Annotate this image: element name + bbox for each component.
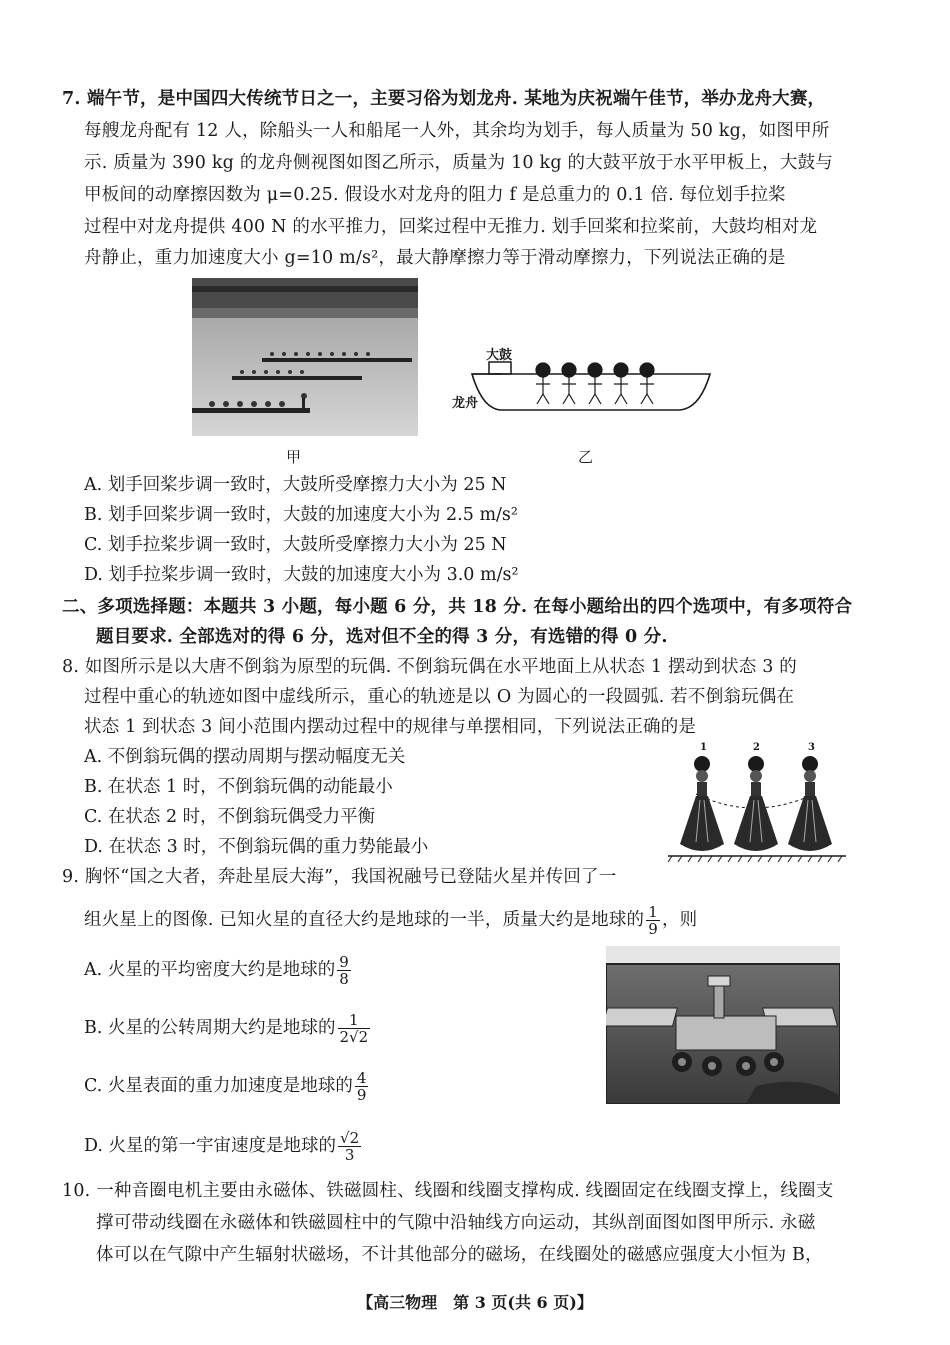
- q9-option-a-fraction: [337, 954, 351, 987]
- q7-option-c: C. 划手拉桨步调一致时，大鼓所受摩擦力大小为 25 N: [84, 535, 507, 555]
- q7-line-5: 过程中对龙舟提供 400 N 的水平推力，回桨过程中无推力. 划手回桨和拉桨前，大鼓均相对龙: [84, 217, 818, 237]
- section2-heading-line-1: 二、多项选择题：本题共 3 小题，每小题 6 分，共 18 分. 在每小题给出的四个选项中，有多项符合: [62, 597, 853, 617]
- q9-fraction-mass: [646, 904, 660, 937]
- q9-line-1: 9. 胸怀“国之大者，奔赴星辰大海”，我国祝融号已登陆火星并传回了一: [62, 867, 617, 887]
- q7-option-b: B. 划手回桨步调一致时，大鼓的加速度大小为 2.5 m/s²: [84, 505, 518, 525]
- q9-option-b-fraction: [338, 1012, 371, 1045]
- tumbler-doll-figure: [668, 742, 846, 868]
- q10-line-1: 10. 一种音圈电机主要由永磁体、铁磁圆柱、线圈和线圈支撑构成. 线圈固定在线圈支撑上，线圈支: [62, 1181, 834, 1201]
- q9-line-2-end: ，则: [661, 910, 698, 930]
- fraction-denominator: 9: [648, 920, 658, 938]
- q7-line-3: 示. 质量为 390 kg 的龙舟侧视图如图乙所示，质量为 10 kg 的大鼓平放于水平甲板上，大鼓与: [84, 153, 833, 173]
- fraction-denominator: 8: [339, 970, 349, 988]
- q9-option-c-fraction: [355, 1070, 369, 1103]
- drum-label: 大鼓: [486, 348, 513, 363]
- fraction-numerator: 4: [356, 1069, 367, 1087]
- q8-option-d: D. 在状态 3 时，不倒翁玩偶的重力势能最小: [84, 837, 429, 857]
- q7-option-d: D. 划手拉桨步调一致时，大鼓的加速度大小为 3.0 m/s²: [84, 565, 519, 585]
- fraction-numerator: 9: [339, 953, 349, 971]
- q7-line-1: 7. 端午节，是中国四大传统节日之一，主要习俗为划龙舟. 某地为庆祝端午佳节，举办龙舟大赛，: [62, 89, 826, 109]
- q9-option-a: [84, 954, 353, 987]
- figure-caption-yi: 乙: [578, 448, 594, 466]
- q7-line-2: 每艘龙舟配有 12 人，除船头一人和船尾一人外，其余均为划手，每人质量为 50 kg，如图甲所: [84, 121, 830, 141]
- q9-option-b: [84, 1012, 372, 1045]
- figure-caption-jia: 甲: [286, 448, 302, 466]
- q9-option-c-text: C. 火星表面的重力加速度是地球的: [84, 1076, 353, 1096]
- q10-line-2: 撑可带动线圈在永磁体和铁磁圆柱中的气隙中沿轴线方向运动，其纵剖面图如图甲所示. 永磁: [96, 1213, 816, 1233]
- boat-label: 龙舟: [452, 396, 479, 411]
- q9-option-d-fraction: [338, 1130, 361, 1163]
- center-o-label: O: [760, 776, 769, 787]
- q10-line-3: 体可以在气隙中产生辐射状磁场，不计其他部分的磁场，在线圈处的磁感应强度大小恒为 B，: [96, 1245, 823, 1265]
- q9-option-d-text: D. 火星的第一宇宙速度是地球的: [84, 1136, 337, 1156]
- q8-option-c: C. 在状态 2 时，不倒翁玩偶受力平衡: [84, 807, 376, 827]
- q8-line-3: 状态 1 到状态 3 间小范围内摆动过程中的规律与单摆相同，下列说法正确的是: [84, 717, 697, 737]
- fraction-denominator: 3: [344, 1146, 355, 1164]
- fraction-denominator: 2√2: [339, 1028, 369, 1046]
- fraction-numerator: 1: [338, 1012, 371, 1029]
- q9-line-2: [84, 904, 697, 937]
- q9-option-b-text: B. 火星的公转周期大约是地球的: [84, 1018, 336, 1038]
- q9-line-2-text: 组火星上的图像. 已知火星的直径大约是地球的一半，质量大约是地球的: [84, 910, 645, 930]
- fraction-numerator: 1: [648, 903, 658, 921]
- state-label-2: 2: [753, 742, 760, 753]
- dragon-boat-photo: [192, 278, 418, 436]
- q8-option-b: B. 在状态 1 时，不倒翁玩偶的动能最小: [84, 777, 393, 797]
- q7-line-6: 舟静止，重力加速度大小 g=10 m/s²，最大静摩擦力等于滑动摩擦力，下列说法正确的是: [84, 248, 786, 268]
- q7-line-4: 甲板间的动摩擦因数为 μ=0.25. 假设水对龙舟的阻力 f 是总重力的 0.1 倍. 每位划手拉桨: [84, 185, 786, 205]
- q8-option-a: A. 不倒翁玩偶的摆动周期与摆动幅度无关: [84, 747, 406, 767]
- q8-line-2: 过程中重心的轨迹如图中虚线所示，重心的轨迹是以 O 为圆心的一段圆弧. 若不倒翁玩偶在: [84, 687, 795, 707]
- state-label-1: 1: [700, 742, 707, 753]
- fraction-numerator: √2: [340, 1129, 360, 1147]
- q9-option-a-text: A. 火星的平均密度大约是地球的: [84, 960, 336, 980]
- fraction-denominator: 9: [356, 1086, 367, 1104]
- mars-rover-photo: [606, 946, 840, 1104]
- state-label-3: 3: [808, 742, 815, 753]
- q7-option-a: A. 划手回桨步调一致时，大鼓所受摩擦力大小为 25 N: [84, 475, 507, 495]
- section2-heading-line-2: 题目要求. 全部选对的得 6 分，选对但不全的得 3 分，有选错的得 0 分.: [96, 627, 668, 647]
- q8-line-1: 8. 如图所示是以大唐不倒翁为原型的玩偶. 不倒翁玩偶在水平地面上从状态 1 摆动到状态 3 的: [62, 657, 798, 677]
- q9-option-d: [84, 1130, 363, 1163]
- page-footer: 【高三物理 第 3 页(共 6 页)】: [357, 1293, 593, 1312]
- q9-option-c: [84, 1070, 370, 1103]
